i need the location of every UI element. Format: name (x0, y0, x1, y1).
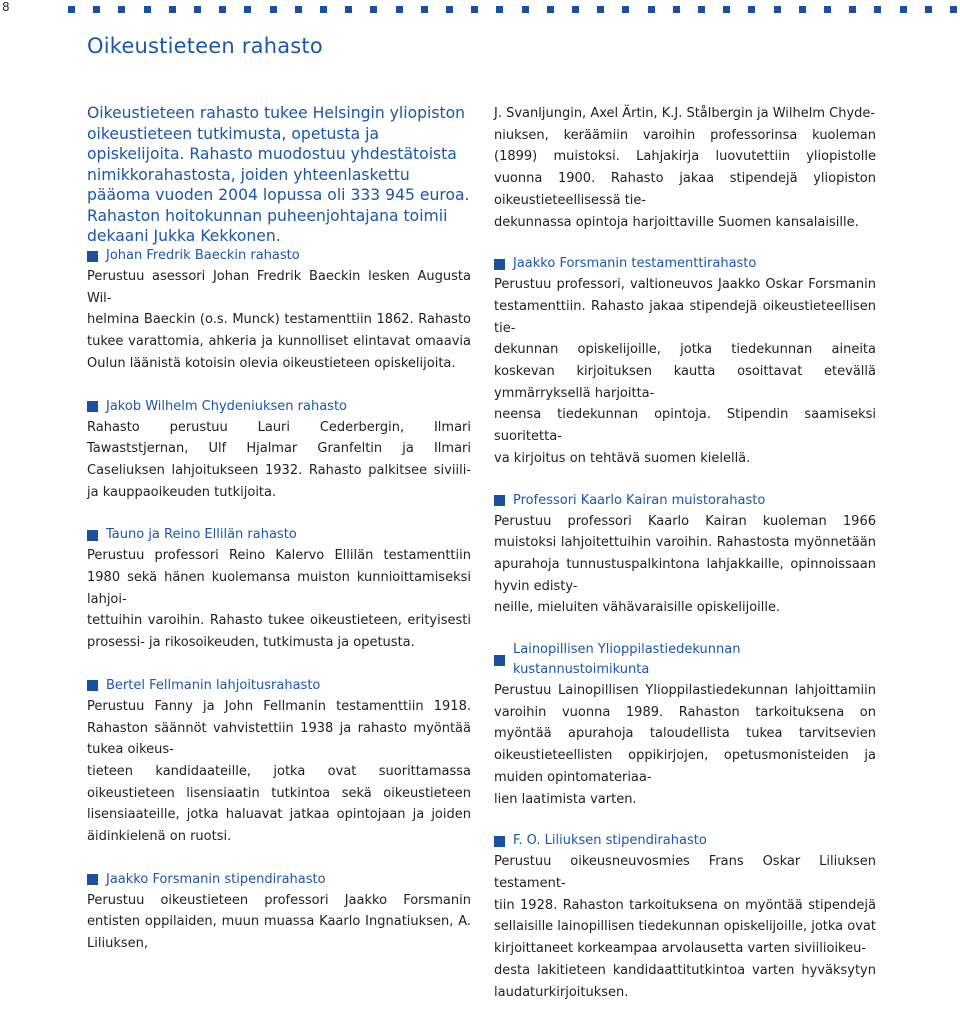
right-column (494, 103, 876, 1024)
intro-paragraph: Oikeustieteen rahasto tukee Helsingin yliopiston oikeustieteen tutkimusta, opetusta ja opiskelijoita. Rahasto muodostuu yhdestätoista nimikkorahastosta, joiden yhteenlaskettu pääoma vuoden 2004 lopussa oli 333 945 euroa. Rahaston hoitokunnan puheenjohtajana toimii dekaani Jukka Kekkonen. (87, 104, 470, 245)
fund-title: Bertel Fellmanin lahjoitusrahasto (106, 677, 321, 693)
fund-description: Perustuu professori Kaarlo Kairan kuoleman 1966 muistoksi lahjoitettuihin varoihin. Rahastosta myönnetään apurahoja tunnustuspalkintona lahjakkaille, opinnoissaan hyvin edisty- neille, mieluiten vähävaraisille opiskelijoille. (494, 513, 876, 616)
fund-description: Perustuu Fanny ja John Fellmanin testamenttiin 1918. Rahaston säännöt vahvistettiin 1938 ja rahasto myöntää tukea oikeus- tieteen kandidaateille, jotka ovat suorittamassa oikeustieteen lisensiaatin tutkintoa sekä oikeustieteen lisensiaateille, jotka haluavat jatkaa opintojaan ja joiden äidinkielenä on ruotsi. (87, 698, 471, 845)
fund-heading (87, 397, 471, 417)
fund-title: F. O. Liliuksen stipendirahasto (513, 833, 707, 849)
decorative-square-icon (295, 6, 302, 13)
decorative-square-icon (396, 6, 403, 13)
decorative-square-icon (169, 6, 176, 13)
decorative-square-icon (597, 6, 604, 13)
decorative-square-icon (698, 6, 705, 13)
fund-heading (494, 831, 876, 851)
fund-heading (87, 870, 471, 890)
fund-section (87, 397, 471, 504)
decorative-square-icon (622, 6, 629, 13)
fund-description: Rahasto perustuu Lauri Cederbergin, Ilmari Tawaststjernan, Ulf Hjalmar Granfeltin ja Ilmari Caseliuksen lahjoitukseen 1932. Rahasto palkitsee siviili- ja kauppaoikeuden tutkijoita. (87, 419, 471, 500)
decorative-square-icon (824, 6, 831, 13)
decorative-square-icon (421, 6, 428, 13)
fund-description: Perustuu oikeusneuvosmies Frans Oskar Liliuksen testament- tiin 1928. Rahaston tarkoituksena on myöntää stipendejä sellaisille lainopillisen tiedekunnan opiskelijoille, jotka ovat kirjoittaneet korkeampaa arvolausetta varten siviilioikeu- desta lakitieteen kandidaattitutkintoa varten hyväksytyn laudaturkirjoituksen. (494, 854, 876, 1000)
decorative-square-icon (950, 6, 957, 13)
fund-title: Johan Fredrik Baeckin rahasto (106, 248, 300, 263)
fund-title: Professori Kaarlo Kairan muistorahasto (513, 492, 766, 508)
left-column (87, 246, 471, 977)
fund-section (494, 491, 876, 620)
square-bullet-icon (494, 259, 505, 270)
fund-heading (494, 254, 876, 274)
fund-heading (87, 525, 471, 545)
decorative-square-row (68, 6, 960, 14)
fund-title: Jaakko Forsmanin stipendirahasto (106, 871, 326, 887)
decorative-square-icon (118, 6, 125, 13)
decorative-square-icon (925, 6, 932, 13)
square-bullet-icon (87, 401, 98, 412)
decorative-square-icon (673, 6, 680, 13)
decorative-square-icon (144, 6, 151, 13)
decorative-square-icon (748, 6, 755, 13)
fund-section (87, 246, 471, 375)
decorative-square-icon (496, 6, 503, 13)
decorative-square-icon (446, 6, 453, 13)
fund-section (87, 525, 471, 654)
fund-description: Perustuu Lainopillisen Ylioppilastiedekunnan lahjoittamiin varoihin vuonna 1989. Rahaston tarkoituksena on myöntää apurahoja taloudellista tukea tarvitsevien oikeustieteellisten oppikirjojen, opetusmonisteiden ja muiden opintomateriaa- lien laatimista varten. (494, 683, 876, 807)
continued-paragraph: J. Svanljungin, Axel Ärtin, K.J. Stålbergin ja Wilhelm Chyde- niuksen, keräämiin varoihin professorinsa kuoleman (1899) muistoksi. Lahjakirja luovutettiin yliopistolle vuonna 1900. Rahasto jakaa stipendejä yliopiston oikeustieteellisessä tie- dekunnassa opintoja harjoittaville Suomen kansalaisille. (494, 106, 876, 230)
decorative-square-icon (774, 6, 781, 13)
decorative-square-icon (547, 6, 554, 13)
square-bullet-icon (87, 874, 98, 885)
fund-description: Perustuu professori Reino Kalervo Ellilän testamenttiin 1980 sekä hänen kuolemansa muiston kunnioittamiseksi lahjoi- tettuihin varoihin. Rahasto tukee oikeustieteen, erityisesti prosessi- ja rikosoikeuden, tutkimusta ja opetusta. (87, 548, 471, 651)
decorative-square-icon (471, 6, 478, 13)
decorative-square-icon (849, 6, 856, 13)
page-title: Oikeustieteen rahasto (87, 34, 323, 58)
square-bullet-icon (494, 836, 505, 847)
decorative-square-icon (244, 6, 251, 13)
decorative-square-icon (522, 6, 529, 13)
decorative-square-icon (799, 6, 806, 13)
fund-heading (87, 676, 471, 696)
fund-section (494, 640, 876, 810)
fund-title: Jakob Wilhelm Chydeniuksen rahasto (106, 398, 348, 414)
square-bullet-icon (87, 251, 98, 262)
decorative-square-icon (345, 6, 352, 13)
square-bullet-icon (494, 655, 505, 666)
fund-title: Jaakko Forsmanin testamenttirahasto (513, 256, 757, 272)
fund-section (87, 870, 471, 955)
fund-heading (87, 246, 471, 266)
fund-section (87, 676, 471, 848)
decorative-square-icon (572, 6, 579, 13)
decorative-square-icon (270, 6, 277, 13)
fund-section (494, 254, 876, 469)
decorative-square-icon (320, 6, 327, 13)
fund-description: Perustuu professori, valtioneuvos Jaakko Oskar Forsmanin testamenttiin. Rahasto jakaa stipendejä oikeustieteellisen tie- dekunnan opiskelijoille, jotka tiedekunnan aineita koskevan kirjoituksen kautta osoittavat etevällä ymmärryksellä harjoitta- neensa tiedekunnan opintoja. Stipendin saamiseksi suoritetta- va kirjoitus on tehtävä suomen kielellä. (494, 277, 876, 466)
decorative-square-icon (723, 6, 730, 13)
fund-title: Lainopillisen Ylioppilastiedekunnan kustannustoimikunta (513, 642, 741, 678)
fund-description: Perustuu asessori Johan Fredrik Baeckin lesken Augusta Wil- helmina Baeckin (o.s. Munck) testamenttiin 1862. Rahasto tukee varattomia, ahkeria ja kunnolliset elintavat omaavia Oulun läänistä kotoisin olevia oikeustieteen opiskelijoita. (87, 269, 471, 371)
square-bullet-icon (87, 530, 98, 541)
decorative-square-icon (68, 6, 75, 13)
decorative-square-icon (194, 6, 201, 13)
page-number: 8 (2, 0, 10, 14)
decorative-square-icon (93, 6, 100, 13)
square-bullet-icon (494, 495, 505, 506)
fund-title: Tauno ja Reino Ellilän rahasto (106, 527, 297, 543)
fund-description: Perustuu oikeustieteen professori Jaakko Forsmanin entisten oppilaiden, muun muassa Kaarlo Ingnatiuksen, A. Liliuksen, (87, 892, 471, 952)
square-bullet-icon (87, 680, 98, 691)
fund-heading (494, 640, 876, 680)
decorative-square-icon (874, 6, 881, 13)
fund-section (494, 831, 876, 1003)
decorative-square-icon (219, 6, 226, 13)
decorative-square-icon (370, 6, 377, 13)
decorative-square-icon (900, 6, 907, 13)
fund-heading (494, 491, 876, 511)
decorative-square-icon (648, 6, 655, 13)
